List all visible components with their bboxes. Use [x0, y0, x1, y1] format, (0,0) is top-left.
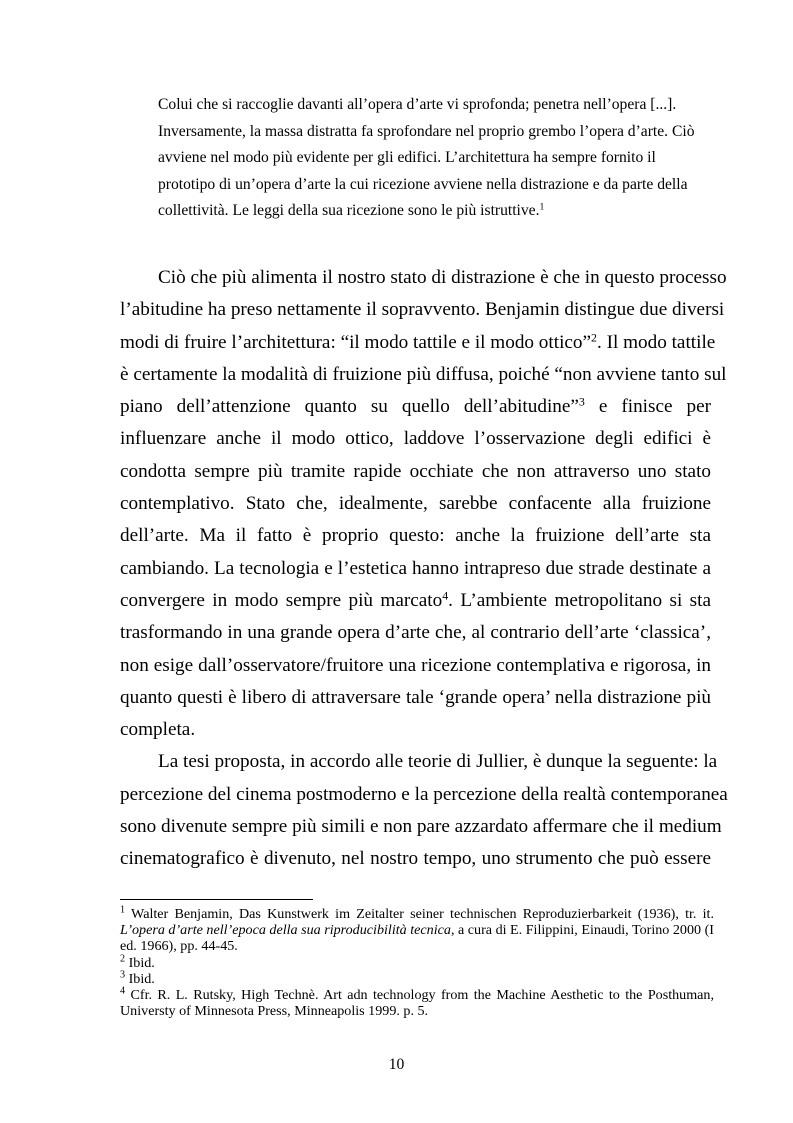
paragraph-1-line: influenzare anche il modo ottico, laddove l’osservazione degli edifici è: [120, 428, 711, 450]
footnote-text: Walter Benjamin, Das Kunstwerk im Zeitalter seiner technischen Reproduzierbarkeit (1936), tr. it.: [131, 906, 714, 922]
footnote-number: 4: [120, 985, 126, 997]
line-text: . L’ambiente metropolitano si sta: [448, 589, 711, 611]
paragraph-2-line: cinematografico è divenuto, nel nostro tempo, uno strumento che può essere: [120, 848, 711, 870]
quote-line: Colui che si raccoglie davanti all’opera d’arte vi sprofonda; penetra nell’opera [...].: [158, 96, 677, 113]
footnotes: [120, 906, 714, 1019]
footnote-ref-2: 2: [591, 330, 597, 345]
paragraph-1-line: non esige dall’osservatore/fruitore una ricezione contemplativa e rigorosa, in: [120, 654, 711, 676]
paragraph-1-line: contemplativo. Stato che, idealmente, sarebbe confacente alla fruizione: [120, 493, 711, 515]
footnote-text: Ibid.: [128, 954, 155, 971]
line-text: . Il modo tattile: [596, 331, 716, 353]
footnote-1: [120, 906, 714, 955]
footnote-ref-4: 4: [442, 588, 449, 603]
paragraph-1-line: l’abitudine ha preso nettamente il sopravvento. Benjamin distingue due diversi: [120, 299, 725, 321]
paragraph-2-line: sono divenute sempre più simili e non pare azzardato affermare che il medium: [120, 816, 722, 838]
block-quote: [158, 92, 710, 225]
paragraph-2-line: percezione del cinema postmoderno e la percezione della realtà contemporanea: [120, 783, 728, 805]
paragraph-1-line: [120, 391, 711, 423]
quote-line: avviene nel modo più evidente per gli edifici. L’architettura ha sempre fornito il: [158, 149, 656, 166]
paragraph-1-line: [120, 327, 716, 359]
quote-line: Inversamente, la massa distratta fa sprofondare nel proprio grembo l’opera d’arte. Ciò: [158, 122, 695, 140]
footnote-ref-3: 3: [578, 394, 585, 409]
footnote-text: Ibid.: [128, 970, 155, 987]
footnote-text: , a cura di E. Filippini, Einaudi, Torino 2000 (I ed. 1966), pp. 44-45.: [120, 922, 714, 955]
paragraph-1-line: quanto questi è libero di attraversare tale ‘grande opera’ nella distrazione più: [120, 686, 711, 708]
paragraph-1-line-last: completa.: [120, 719, 196, 741]
footnote-4: [120, 987, 714, 1019]
footnote-title: L’opera d’arte nell’epoca della sua riproducibilità tecnica: [120, 922, 451, 939]
footnote-number: 2: [120, 953, 126, 965]
page-number: 10: [388, 1056, 405, 1073]
paragraph-1-line: Ciò che più alimenta il nostro stato di distrazione è che in questo processo: [158, 267, 727, 288]
footnote-text: Cfr. R. L. Rutsky, High Technè. Art adn technology from the Machine Aesthetic to the Posthuman, Universty of Minnesota Press, Minneapolis 1999. p. 5.: [120, 987, 714, 1020]
paragraph-1-line: trasformando in una grande opera d’arte che, al contrario dell’arte ‘classica’,: [120, 622, 711, 644]
footnote-ref-1: 1: [539, 201, 545, 213]
quote-line-text: collettività. Le leggi della sua ricezione sono le più istruttive.: [158, 202, 540, 219]
line-text: convergere in modo sempre più marcato: [120, 589, 443, 611]
quote-line-last: [158, 198, 710, 225]
footnote-number: 1: [120, 904, 126, 916]
line-text: piano dell’attenzione quanto su quello dell’abitudine”: [120, 396, 579, 418]
footnote-separator: [120, 899, 313, 900]
body-text: [120, 262, 728, 876]
footnote-2: [120, 955, 714, 971]
paragraph-1-line: cambiando. La tecnologia e l’estetica hanno intrapreso due strade destinate a: [120, 557, 711, 579]
paragraph-1-line: è certamente la modalità di fruizione più diffusa, poiché “non avviene tanto sul: [120, 363, 727, 385]
paragraph-1-line: condotta sempre più tramite rapide occhiate che non attraverso uno stato: [120, 460, 711, 482]
paragraph-2-line: La tesi proposta, in accordo alle teorie di Jullier, è dunque la seguente: la: [158, 751, 718, 773]
paragraph-1-line: [120, 585, 711, 617]
footnote-number: 3: [120, 969, 126, 981]
paragraph-1-line: dell’arte. Ma il fatto è proprio questo: anche la fruizione dell’arte sta: [120, 525, 711, 547]
quote-line: prototipo di un’opera d’arte la cui ricezione avviene nella distrazione e da parte della: [158, 175, 688, 193]
line-text: modi di fruire l’architettura: “il modo tattile e il modo ottico”: [120, 331, 592, 353]
footnote-3: [120, 971, 714, 987]
line-text: e finisce per: [584, 396, 711, 418]
